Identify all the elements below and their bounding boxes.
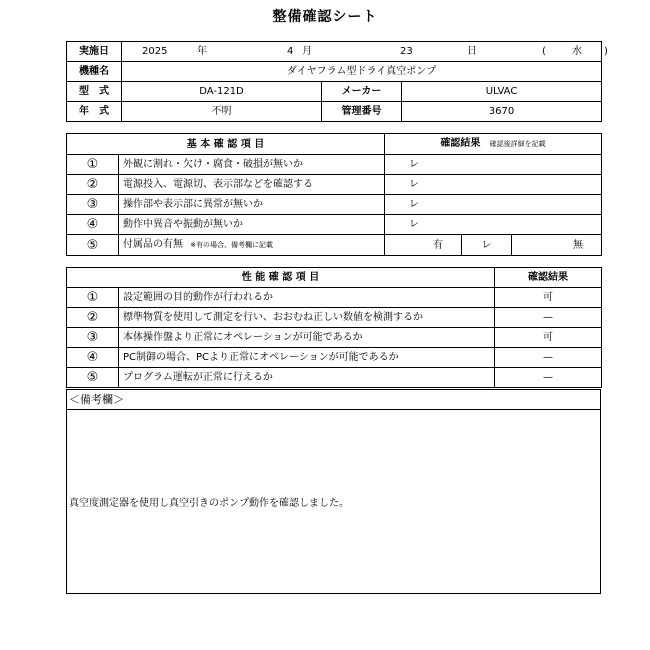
notes-text: 真空度測定器を使用し真空引きのポンプ動作を確認しました。 <box>69 498 349 509</box>
basic-result-header <box>385 134 602 155</box>
maker-label: メーカー <box>322 82 402 102</box>
weekday: 水 <box>572 46 582 57</box>
accessory-label: 付属品の有無 <box>123 239 183 250</box>
perf-row-num: ① <box>67 288 119 308</box>
basic-row-result: レ <box>385 215 602 235</box>
type-value: DA-121D <box>122 82 322 102</box>
accessory-no: 無 <box>512 235 602 256</box>
perf-row-num: ④ <box>67 348 119 368</box>
mgmt-value: 3670 <box>402 102 602 122</box>
notes-box <box>66 389 601 594</box>
basic-result-note: 確認後詳細を記載 <box>489 140 546 148</box>
basic-row-result: レ <box>385 195 602 215</box>
basic-row-num: ③ <box>67 195 119 215</box>
perf-row-item: プログラム運転が正常に行えるか <box>119 368 495 388</box>
basic-result-label: 確認結果 <box>440 138 481 149</box>
basic-row-num: ① <box>67 155 119 175</box>
basic-row-result: レ <box>385 175 602 195</box>
model-label: 機種名 <box>67 62 122 82</box>
basic-row-num: ② <box>67 175 119 195</box>
date-day-unit: 日 <box>467 46 477 57</box>
header-table <box>66 41 608 122</box>
weekday-close: ) <box>604 46 608 57</box>
perf-row-item: 設定範囲の目的動作が行われるか <box>119 288 495 308</box>
date-year: 2025 <box>142 46 168 57</box>
basic-row-item: 外観に割れ・欠け・腐食・破損が無いか <box>119 155 385 175</box>
accessory-yes: 有 <box>385 235 462 256</box>
page-title: 整備確認シート <box>272 9 378 25</box>
accessory-note: ※有の場合、備考欄に記載 <box>190 241 274 249</box>
performance-check-table <box>66 267 602 388</box>
date-cell <box>122 42 608 62</box>
type-label: 型 式 <box>67 82 122 102</box>
basic-header: 基 本 確 認 項 目 <box>67 134 385 155</box>
basic-row-item: 操作部や表示部に異常が無いか <box>119 195 385 215</box>
basic-check-table <box>66 133 602 256</box>
perf-row-result: — <box>495 368 602 388</box>
date-month: 4 <box>287 46 294 57</box>
basic-row-num: ⑤ <box>67 235 119 256</box>
perf-row-num: ② <box>67 308 119 328</box>
accessory-mark: レ <box>462 235 512 256</box>
date-day: 23 <box>400 46 413 57</box>
perf-header: 性 能 確 認 項 目 <box>67 268 495 288</box>
perf-row-result: 可 <box>495 328 602 348</box>
notes-label: ＜備考欄＞ <box>69 393 124 406</box>
date-year-unit: 年 <box>197 46 207 57</box>
perf-row-num: ③ <box>67 328 119 348</box>
year-model-value: 不明 <box>122 102 322 122</box>
mgmt-label: 管理番号 <box>322 102 402 122</box>
perf-row-result: — <box>495 348 602 368</box>
perf-row-item: PC制御の場合、PCより正常にオペレーションが可能であるか <box>119 348 495 368</box>
notes-divider <box>67 409 600 410</box>
date-label: 実施日 <box>67 42 122 62</box>
basic-row-item: 動作中異音や振動が無いか <box>119 215 385 235</box>
perf-row-result: — <box>495 308 602 328</box>
perf-row-item: 標準物質を使用して測定を行い、おおむね正しい数値を検測するか <box>119 308 495 328</box>
perf-row-result: 可 <box>495 288 602 308</box>
date-month-unit: 月 <box>302 46 312 57</box>
perf-row-item: 本体操作盤より正常にオペレーションが可能であるか <box>119 328 495 348</box>
basic-row-result: レ <box>385 155 602 175</box>
maker-value: ULVAC <box>402 82 602 102</box>
basic-row-item: 電源投入、電源切、表示部などを確認する <box>119 175 385 195</box>
basic-row-num: ④ <box>67 215 119 235</box>
model-value: ダイヤフラム型ドライ真空ポンプ <box>122 62 602 82</box>
perf-result-header: 確認結果 <box>495 268 602 288</box>
perf-row-num: ⑤ <box>67 368 119 388</box>
accessory-item <box>119 235 385 256</box>
year-model-label: 年 式 <box>67 102 122 122</box>
weekday-open: ( <box>542 46 546 57</box>
